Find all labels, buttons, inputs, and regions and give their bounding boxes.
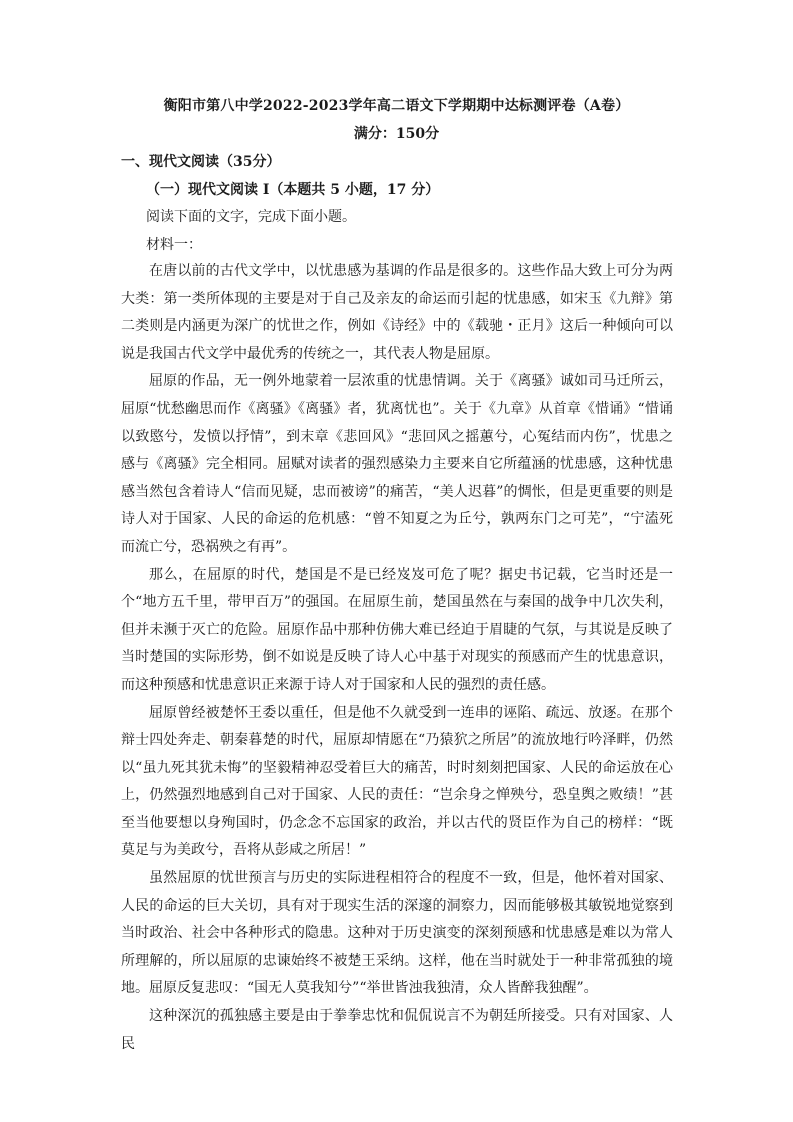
paragraph: 在唐以前的古代文学中，以忧患感为基调的作品是很多的。这些作品大致上可分为两大类：第一类所体现的主要是对于自己及亲友的命运而引起的忧患感，如宋玉《九辩》第二类则是内涵更为深广的忧世之作，例如《诗经》中的《载驰・正月》这后一种倾向可以说是我国古代文学中最优秀的传统之一，其代表人物是屈原。 bbox=[121, 263, 673, 362]
passage-body bbox=[121, 258, 673, 1058]
section-heading: 一、现代文阅读（35分） bbox=[121, 154, 281, 170]
paragraph: 那么，在屈原的时代，楚国是不是已经岌岌可危了呢？据史书记载，它当时还是一个“地方五千里，带甲百万”的强国。在屈原生前，楚国虽然在与秦国的战争中几次失利，但并未濒于灭亡的危险。屈原作品中那种仿佛大难已经迫于眉睫的气氛，与其说是反映了当时楚国的实际形势，倒不如说是反映了诗人心中基于对现实的预感而产生的忧患意识，而这种预感和忧患意识正来源于诗人对于国家和人民的强烈的责任感。 bbox=[121, 566, 673, 693]
reading-instruction: 阅读下面的文字，完成下面小题。 bbox=[146, 209, 356, 225]
subsection-heading: （一）现代文阅读 I（本题共 5 小题，17 分） bbox=[146, 182, 440, 198]
material-label: 材料一： bbox=[146, 237, 202, 253]
full-score: 满分：150分 bbox=[353, 126, 440, 142]
paragraph: 这种深沉的孤独感主要是由于拳拳忠忱和侃侃说言不为朝廷所接受。只有对国家、人民 bbox=[121, 1008, 673, 1052]
exam-title: 衡阳市第八中学2022-2023学年高二语文下学期期中达标测评卷（A卷） bbox=[163, 98, 630, 114]
paragraph: 屈原的作品，无一例外地蒙着一层浓重的忧患情调。关于《离骚》诚如司马迁所云，屈原“忧愁幽思而作《离骚》《离骚》者，犹离忧也”。关于《九章》从首章《惜诵》“惜诵以致愍兮，发愤以抒情”，到末章《悲回风》“悲回风之摇蕙兮，心冤结而内伤”，忧患之感与《离骚》完全相同。屈赋对读者的强烈感染力主要来自它所蕴涵的忧患感，这种忧患感当然包含着诗人“信而见疑，忠而被谤”的痛苦，“美人迟暮”的惆怅，但是更重要的则是诗人对于国家、人民的命运的危机感：“曾不知夏之为丘兮，孰两东门之可芜”，“宁溘死而流亡兮，恐祸殃之有再”。 bbox=[121, 373, 673, 555]
paragraph: 屈原曾经被楚怀王委以重任，但是他不久就受到一连串的诬陷、疏远、放逐。在那个辩士四处奔走、朝秦暮楚的时代，屈原却情愿在“乃猿狖之所居”的流放地行吟泽畔，仍然以“虽九死其犹未悔”的坚毅精神忍受着巨大的痛苦，时时刻刻把国家、人民的命运放在心上，仍然强烈地感到自己对于国家、人民的责任：“岂余身之惮殃兮，恐皇舆之败绩！”甚至当他要想以身殉国时，仍念念不忘国家的政治，并以古代的贤臣作为自己的榜样：“既莫足与为美政兮，吾将从彭咸之所居！” bbox=[121, 704, 673, 859]
paragraph: 虽然屈原的忧世预言与历史的实际进程相符合的程度不一致，但是，他怀着对国家、人民的命运的巨大关切，具有对于现实生活的深邃的洞察力，因而能够极其敏锐地觉察到当时政治、社会中各种形式的隐患。这种对于历史演变的深刻预感和忧患感是难以为常人所理解的，所以屈原的忠谏始终不被楚王采纳。这样，他在当时就处于一种非常孤独的境地。屈原反复悲叹：“国无人莫我知兮”“举世皆浊我独清，众人皆醉我独醒”。 bbox=[121, 870, 673, 997]
